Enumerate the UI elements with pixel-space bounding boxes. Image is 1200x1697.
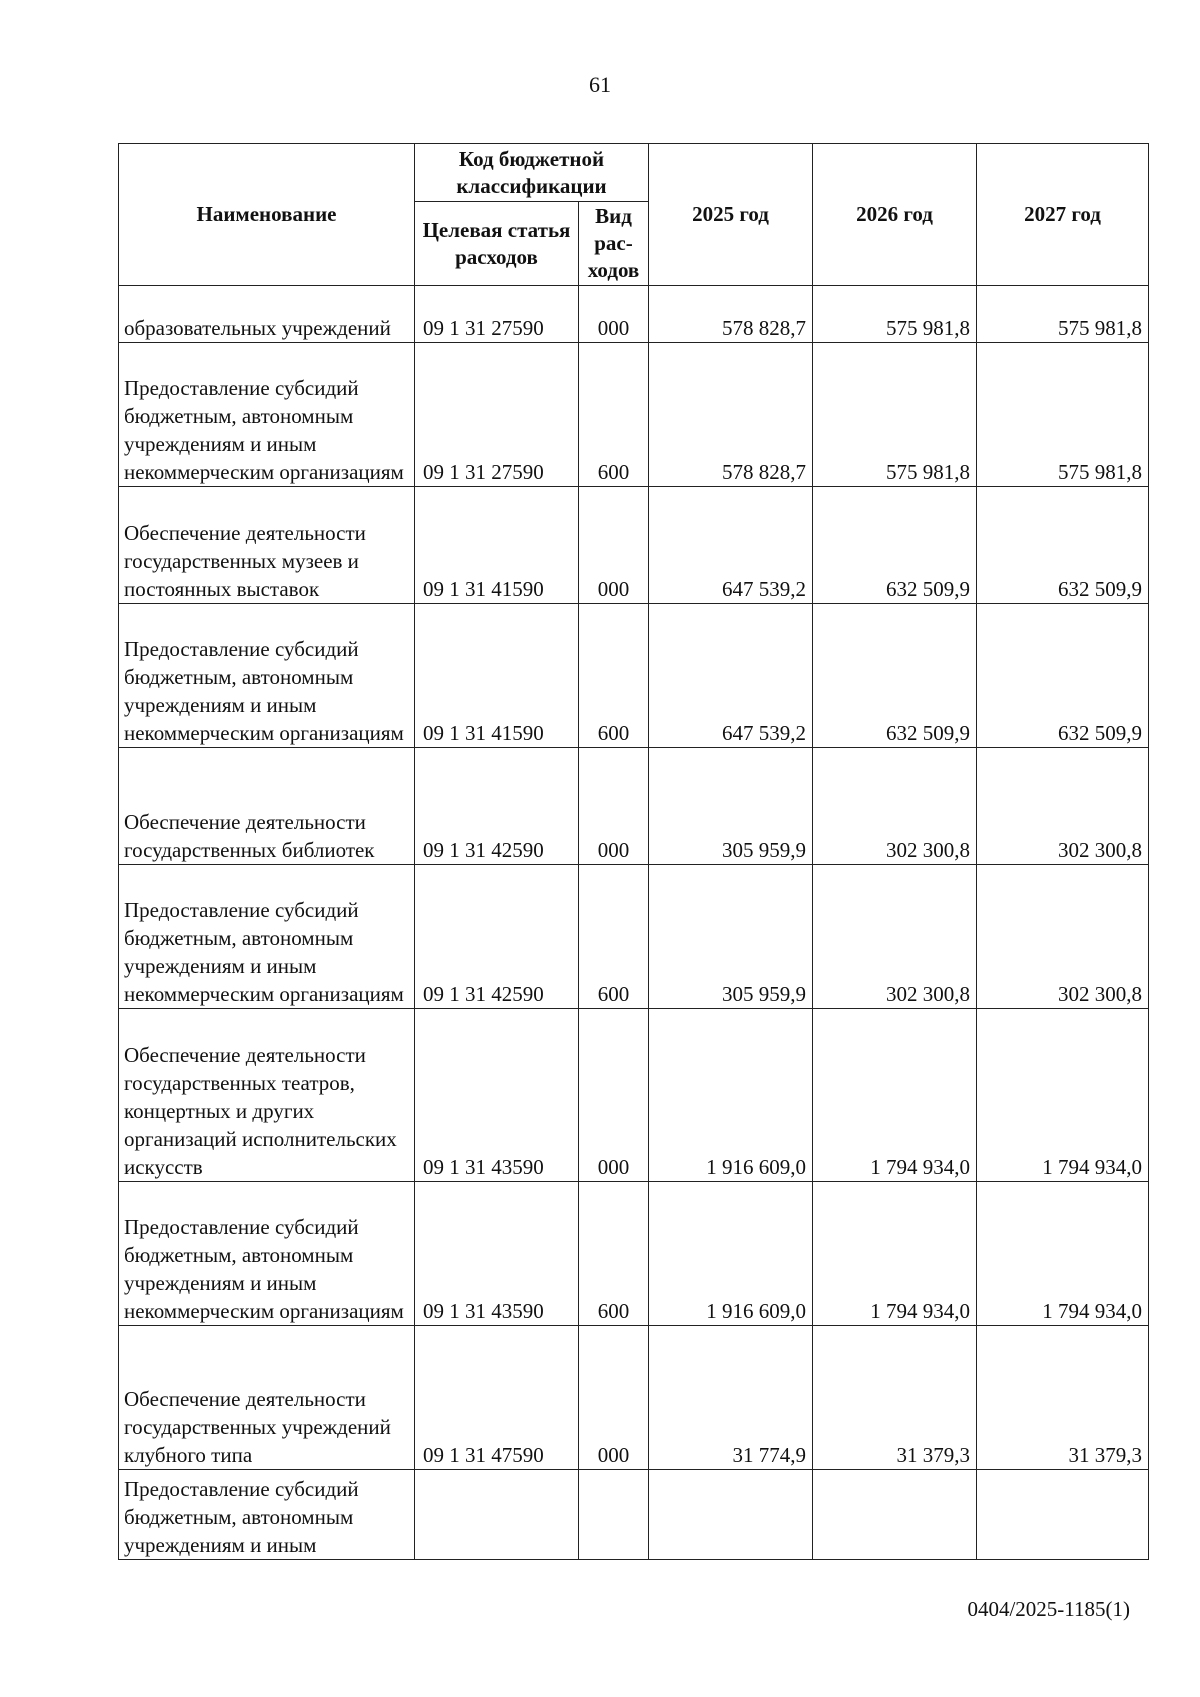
row-value-2025: 1 916 609,0 (649, 1182, 813, 1326)
row-value-2027: 31 379,3 (977, 1326, 1149, 1470)
row-target-article: 09 1 31 43590 (415, 1009, 579, 1182)
row-expense-type: 600 (579, 604, 649, 748)
row-expense-type: 600 (579, 1182, 649, 1326)
row-value-2026: 632 509,9 (813, 487, 977, 604)
header-year-2027: 2027 год (977, 144, 1149, 286)
row-expense-type: 000 (579, 1009, 649, 1182)
row-target-article: 09 1 31 41590 (415, 604, 579, 748)
row-target-article: 09 1 31 42590 (415, 865, 579, 1009)
header-row-top (119, 144, 1149, 202)
row-name: Обеспечение деятельности государственных театров, концертных и других организаций исполнительских искусств (119, 1009, 415, 1182)
row-value-2027: 632 509,9 (977, 487, 1149, 604)
row-name: Предоставление субсидий бюджетным, автономным учреждениям и иным (119, 1470, 415, 1560)
row-value-2026: 632 509,9 (813, 604, 977, 748)
row-value-2027: 632 509,9 (977, 604, 1149, 748)
row-value-2027: 1 794 934,0 (977, 1182, 1149, 1326)
table-row (119, 487, 1149, 604)
table-row (119, 343, 1149, 487)
row-value-2025: 1 916 609,0 (649, 1009, 813, 1182)
table-row (119, 748, 1149, 865)
row-expense-type: 600 (579, 865, 649, 1009)
table-row (119, 1009, 1149, 1182)
header-year-2026: 2026 год (813, 144, 977, 286)
row-name: Обеспечение деятельности государственных библиотек (119, 748, 415, 865)
row-name: образовательных учреждений (119, 286, 415, 343)
header-name: Наименование (119, 144, 415, 286)
row-target-article: 09 1 31 42590 (415, 748, 579, 865)
row-value-2027: 575 981,8 (977, 286, 1149, 343)
row-value-2027: 1 794 934,0 (977, 1009, 1149, 1182)
header-code-group: Код бюджетной классификации (415, 144, 649, 202)
row-name: Предоставление субсидий бюджетным, автономным учреждениям и иным некоммерческим организациям (119, 343, 415, 487)
table-row (119, 865, 1149, 1009)
row-name: Обеспечение деятельности государственных учреждений клубного типа (119, 1326, 415, 1470)
row-value-2027: 302 300,8 (977, 865, 1149, 1009)
row-expense-type (579, 1470, 649, 1560)
row-target-article: 09 1 31 43590 (415, 1182, 579, 1326)
row-value-2025: 647 539,2 (649, 604, 813, 748)
row-value-2025: 647 539,2 (649, 487, 813, 604)
header-expense-type: Вид рас-ходов (579, 202, 649, 286)
row-value-2026: 31 379,3 (813, 1326, 977, 1470)
row-target-article: 09 1 31 27590 (415, 343, 579, 487)
row-target-article (415, 1470, 579, 1560)
table-row (119, 1326, 1149, 1470)
row-value-2025 (649, 1470, 813, 1560)
table-row (119, 1470, 1149, 1560)
row-name: Предоставление субсидий бюджетным, автономным учреждениям и иным некоммерческим организациям (119, 604, 415, 748)
row-value-2027 (977, 1470, 1149, 1560)
row-name: Предоставление субсидий бюджетным, автономным учреждениям и иным некоммерческим организациям (119, 1182, 415, 1326)
budget-table (118, 143, 1149, 1560)
row-expense-type: 000 (579, 487, 649, 604)
row-value-2026: 1 794 934,0 (813, 1009, 977, 1182)
row-name: Обеспечение деятельности государственных музеев и постоянных выставок (119, 487, 415, 604)
header-target-article: Целевая статья расходов (415, 202, 579, 286)
row-value-2025: 305 959,9 (649, 865, 813, 1009)
table-row (119, 604, 1149, 748)
table-row (119, 1182, 1149, 1326)
header-year-2025: 2025 год (649, 144, 813, 286)
table-row (119, 286, 1149, 343)
row-value-2025: 578 828,7 (649, 286, 813, 343)
row-value-2026: 1 794 934,0 (813, 1182, 977, 1326)
row-expense-type: 000 (579, 748, 649, 865)
row-expense-type: 600 (579, 343, 649, 487)
row-value-2025: 305 959,9 (649, 748, 813, 865)
page-number: 61 (589, 72, 611, 97)
row-value-2026: 575 981,8 (813, 343, 977, 487)
document-code: 0404/2025-1185(1) (967, 1597, 1130, 1621)
row-value-2027: 575 981,8 (977, 343, 1149, 487)
row-value-2026: 302 300,8 (813, 865, 977, 1009)
row-expense-type: 000 (579, 1326, 649, 1470)
row-target-article: 09 1 31 41590 (415, 487, 579, 604)
row-name: Предоставление субсидий бюджетным, автономным учреждениям и иным некоммерческим организациям (119, 865, 415, 1009)
row-value-2026: 302 300,8 (813, 748, 977, 865)
row-value-2027: 302 300,8 (977, 748, 1149, 865)
row-target-article: 09 1 31 47590 (415, 1326, 579, 1470)
row-value-2025: 578 828,7 (649, 343, 813, 487)
row-expense-type: 000 (579, 286, 649, 343)
row-value-2025: 31 774,9 (649, 1326, 813, 1470)
row-value-2026 (813, 1470, 977, 1560)
row-value-2026: 575 981,8 (813, 286, 977, 343)
row-target-article: 09 1 31 27590 (415, 286, 579, 343)
